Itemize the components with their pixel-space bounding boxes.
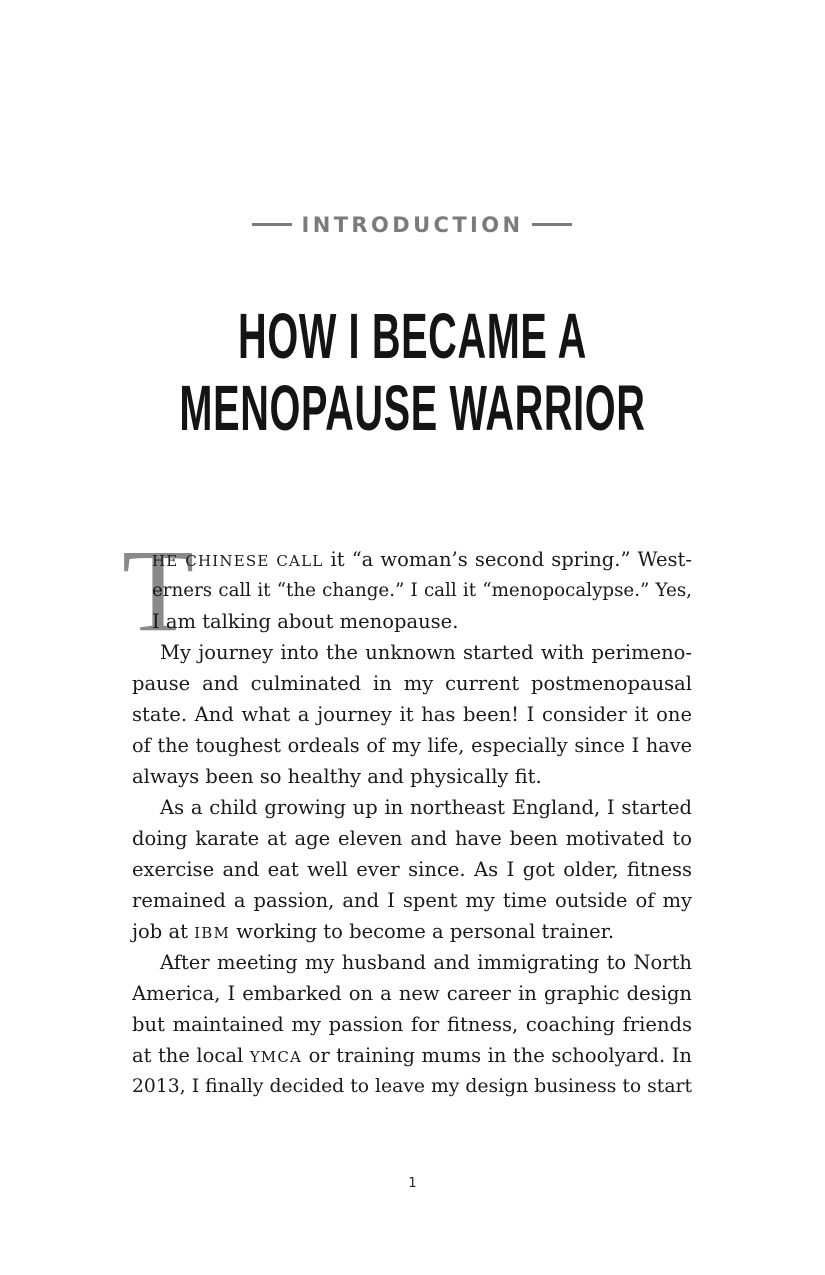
body-line: My journey into the unknown started with perimeno- [160,641,692,664]
body-line-text: job at [132,920,195,943]
body-line-text: at the local [132,1044,250,1067]
chapter-label-text: INTRODUCTION [301,213,524,237]
body-line: exercise and eat well ever since. As I got older, fitness [132,858,692,881]
chapter-title-line-1: HOW I BECAME A [238,300,587,372]
body-line: I am talking about menopause. [152,610,459,633]
body-line: erners call it “the change.” I call it “menopocalypse.” Yes, [152,580,692,601]
small-caps-acronym: IBM [194,924,231,942]
small-caps-acronym: YMCA [249,1048,303,1066]
body-line: state. And what a journey it has been! I consider it one [132,703,692,726]
body-line: pause and culminated in my current postmenopausal [132,672,692,695]
body-line-text: working to become a personal trainer. [230,920,615,943]
body-line: After meeting my husband and immigrating to North [160,951,692,974]
body-line [132,916,692,947]
body-line: America, I embarked on a new career in graphic design [132,982,692,1005]
chapter-title [0,300,825,444]
right-rule [532,223,572,226]
body-line: 2013, I finally decided to leave my design business to start [132,1076,692,1097]
small-caps-lead: HE CHINESE CALL [152,552,324,570]
body-line: remained a passion, and I spent my time outside of my [132,889,692,912]
body-line-text: or training mums in the schoolyard. In [302,1044,692,1067]
body-line: doing karate at age eleven and have been motivated to [132,827,692,850]
body-line-text: it “a woman’s second spring.” West- [323,548,692,571]
page-number: 1 [408,1176,417,1191]
body-text [132,544,692,1102]
body-line [132,544,692,575]
chapter-title-line-2: MENOPAUSE WARRIOR [179,372,646,444]
left-rule [252,223,292,226]
body-line [132,1040,692,1071]
chapter-label [0,210,825,240]
body-line: but maintained my passion for fitness, coaching friends [132,1013,692,1036]
body-line: of the toughest ordeals of my life, especially since I have [132,734,692,757]
drop-cap: T [122,525,195,656]
body-line: As a child growing up in northeast England, I started [160,796,692,819]
body-line: always been so healthy and physically fit. [132,765,542,788]
